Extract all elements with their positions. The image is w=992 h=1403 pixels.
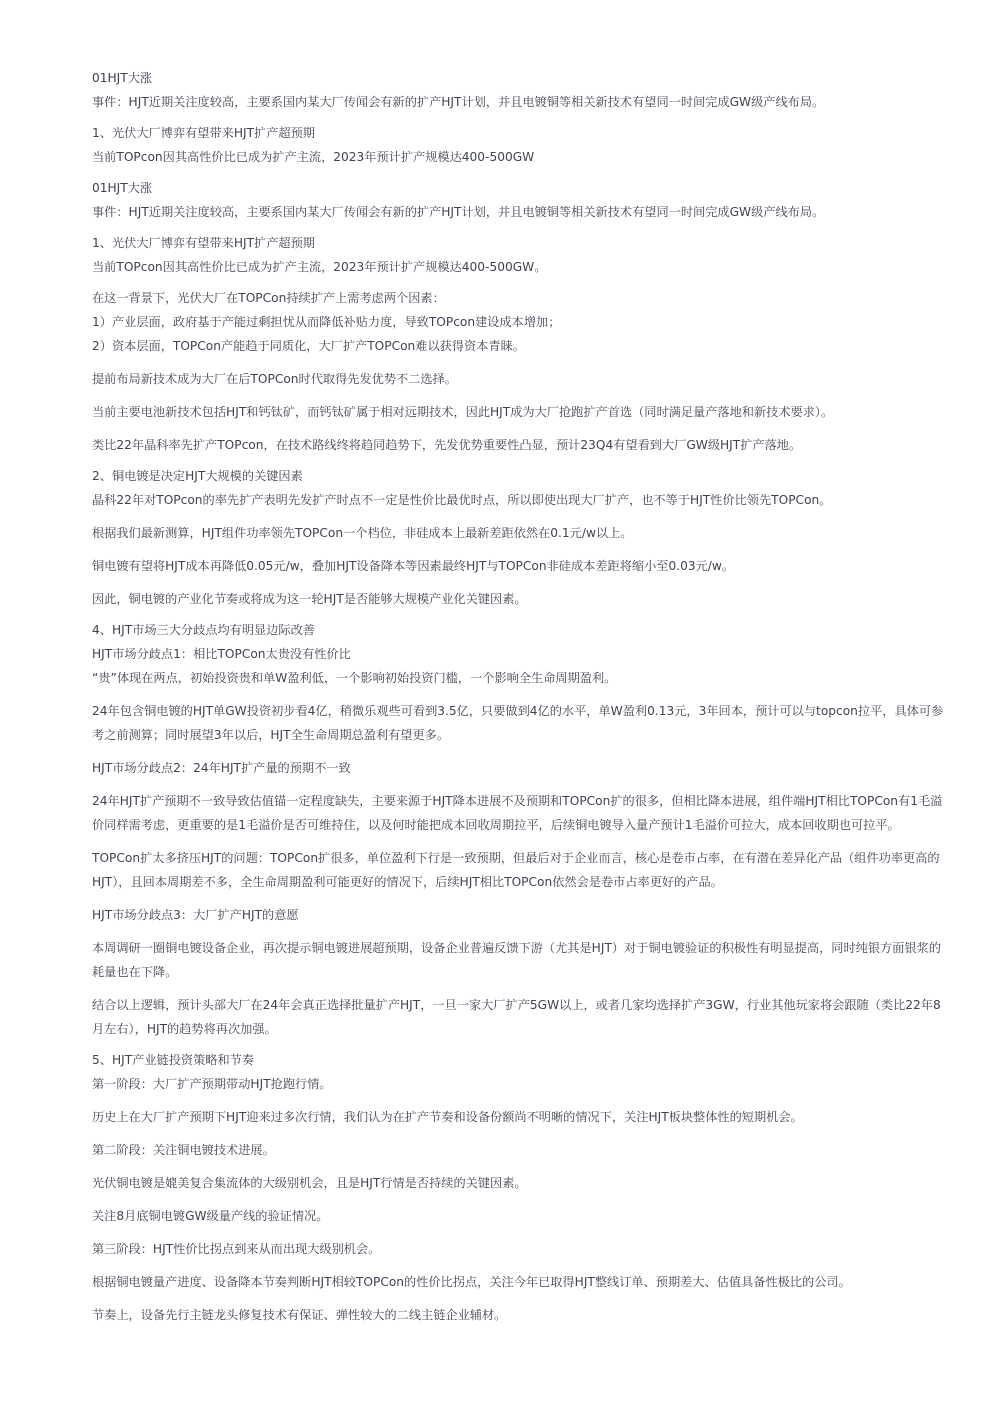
paragraph: HJT市场分歧点2：24年HJT扩产量的预期不一致 xyxy=(92,761,351,775)
paragraph: 事件：HJT近期关注度较高，主要系国内某大厂传闻会有新的扩产HJT计划，并且电镀铜等相关新技术有望同一时间完成GW级产线布局。 xyxy=(92,205,825,219)
list-item: 1）产业层面，政府基于产能过剩担忧从而降低补贴力度，导致TOPcon建设成本增加； xyxy=(92,315,561,329)
paragraph: “贵”体现在两点，初始投资贵和单W盈利低，一个影响初始投资门槛，一个影响全生命周期盈利。 xyxy=(92,671,617,685)
subsection-heading: 1、光伏大厂博弈有望带来HJT扩产超预期 xyxy=(92,126,315,140)
paragraph: 第二阶段：关注铜电镀技术进展。 xyxy=(92,1143,275,1157)
paragraph: TOPCon扩太多挤压HJT的问题：TOPCon扩很多，单位盈利下行是一致预期，但最后对于企业而言，核心是卷市占率，在有潜在差异化产品（组件功率更高的HJT），且回本周期差不多，全生命周期盈利可能更好的情况下，后续HJT相比TOPCon依然会是卷市占率更好的产品。 xyxy=(92,851,940,889)
paragraph: 24年HJT扩产预期不一致导致估值锚一定程度缺失，主要来源于HJT降本进展不及预期和TOPCon扩的很多，但相比降本进展，组件端HJT相比TOPCon有1毛溢价同样需考虑，更重要的是1毛溢价是否可维持住，以及何时能把成本回收周期拉平，后续铜电镀导入量产预计1毛溢价可拉大，成本回收期也可拉平。 xyxy=(92,794,943,832)
paragraph: 关注8月底铜电镀GW级量产线的验证情况。 xyxy=(92,1209,329,1223)
paragraph: 第三阶段：HJT性价比拐点到来从而出现大级别机会。 xyxy=(92,1242,381,1256)
paragraph: 本周调研一圈铜电镀设备企业，再次提示铜电镀进展超预期，设备企业普遍反馈下游（尤其是HJT）对于铜电镀验证的积极性有明显提高，同时纯银方面银浆的耗量也在下降。 xyxy=(92,941,941,979)
paragraph: 因此，铜电镀的产业化节奏或将成为这一轮HJT是否能够大规模产业化关键因素。 xyxy=(92,592,527,606)
list-item: 2）资本层面，TOPCon产能趋于同质化，大厂扩产TOPCon难以获得资本青睐。 xyxy=(92,339,525,353)
subsection-heading: 4、HJT市场三大分歧点均有明显边际改善 xyxy=(92,623,315,637)
section-heading: 01HJT大涨 xyxy=(92,181,153,195)
subsection-heading: 1、光伏大厂博弈有望带来HJT扩产超预期 xyxy=(92,236,315,250)
paragraph: 光伏铜电镀是媲美复合集流体的大级别机会，且是HJT行情是否持续的关键因素。 xyxy=(92,1176,527,1190)
paragraph: 类比22年晶科率先扩产TOPcon，在技术路线终将趋同趋势下，先发优势重要性凸显，预计23Q4有望看到大厂GW级HJT扩产落地。 xyxy=(92,438,802,452)
paragraph: 当前TOPcon因其高性价比已成为扩产主流，2023年预计扩产规模达400-500GW xyxy=(92,150,535,164)
paragraph: HJT市场分歧点1：相比TOPCon太贵没有性价比 xyxy=(92,647,351,661)
paragraph: 提前布局新技术成为大厂在后TOPCon时代取得先发优势不二选择。 xyxy=(92,372,457,386)
section-heading: 01HJT大涨 xyxy=(92,71,153,85)
paragraph: 在这一背景下，光伏大厂在TOPCon持续扩产上需考虑两个因素： xyxy=(92,291,445,305)
paragraph: 铜电镀有望将HJT成本再降低0.05元/w，叠加HJT设备降本等因素最终HJT与TOPCon非硅成本差距将缩小至0.03元/w。 xyxy=(92,559,735,573)
subsection-heading: 5、HJT产业链投资策略和节奏 xyxy=(92,1053,255,1067)
paragraph: 当前主要电池新技术包括HJT和钙钛矿，而钙钛矿属于相对远期技术，因此HJT成为大厂抢跑扩产首选（同时满足量产落地和新技术要求）。 xyxy=(92,405,834,419)
paragraph: 根据铜电镀量产进度、设备降本节奏判断HJT相较TOPCon的性价比拐点，关注今年已取得HJT整线订单、预期差大、估值具备性极比的公司。 xyxy=(92,1275,851,1289)
paragraph: 24年包含铜电镀的HJT单GW投资初步看4亿，稍微乐观些可看到3.5亿，只要做到4亿的水平，单W盈利0.13元，3年回本，预计可以与topcon拉平，具体可参考之前测算；同时展望3年以后，HJT全生命周期总盈利有望更多。 xyxy=(92,704,944,742)
paragraph: 节奏上，设备先行主链龙头修复技术有保证、弹性较大的二线主链企业辅材。 xyxy=(92,1308,507,1322)
paragraph: 历史上在大厂扩产预期下HJT迎来过多次行情，我们认为在扩产节奏和设备份额尚不明晰的情况下，关注HJT板块整体性的短期机会。 xyxy=(92,1110,803,1124)
paragraph: 事件：HJT近期关注度较高，主要系国内某大厂传闻会有新的扩产HJT计划，并且电镀铜等相关新技术有望同一时间完成GW级产线布局。 xyxy=(92,95,825,109)
paragraph: 当前TOPcon因其高性价比已成为扩产主流，2023年预计扩产规模达400-500GW。 xyxy=(92,260,547,274)
paragraph: 结合以上逻辑，预计头部大厂在24年会真正选择批量扩产HJT，一旦一家大厂扩产5GW以上，或者几家均选择扩产3GW，行业其他玩家将会跟随（类比22年8月左右），HJT的趋势将再次加强。 xyxy=(92,998,941,1036)
paragraph: 根据我们最新测算，HJT组件功率领先TOPCon一个档位，非硅成本上最新差距依然在0.1元/w以上。 xyxy=(92,526,633,540)
document-body xyxy=(92,66,944,1327)
paragraph: 晶科22年对TOPcon的率先扩产表明先发扩产时点不一定是性价比最优时点，所以即使出现大厂扩产，也不等于HJT性价比领先TOPCon。 xyxy=(92,493,832,507)
paragraph: HJT市场分歧点3：大厂扩产HJT的意愿 xyxy=(92,908,299,922)
subsection-heading: 2、铜电镀是决定HJT大规模的关键因素 xyxy=(92,469,303,483)
paragraph: 第一阶段：大厂扩产预期带动HJT抢跑行情。 xyxy=(92,1077,332,1091)
